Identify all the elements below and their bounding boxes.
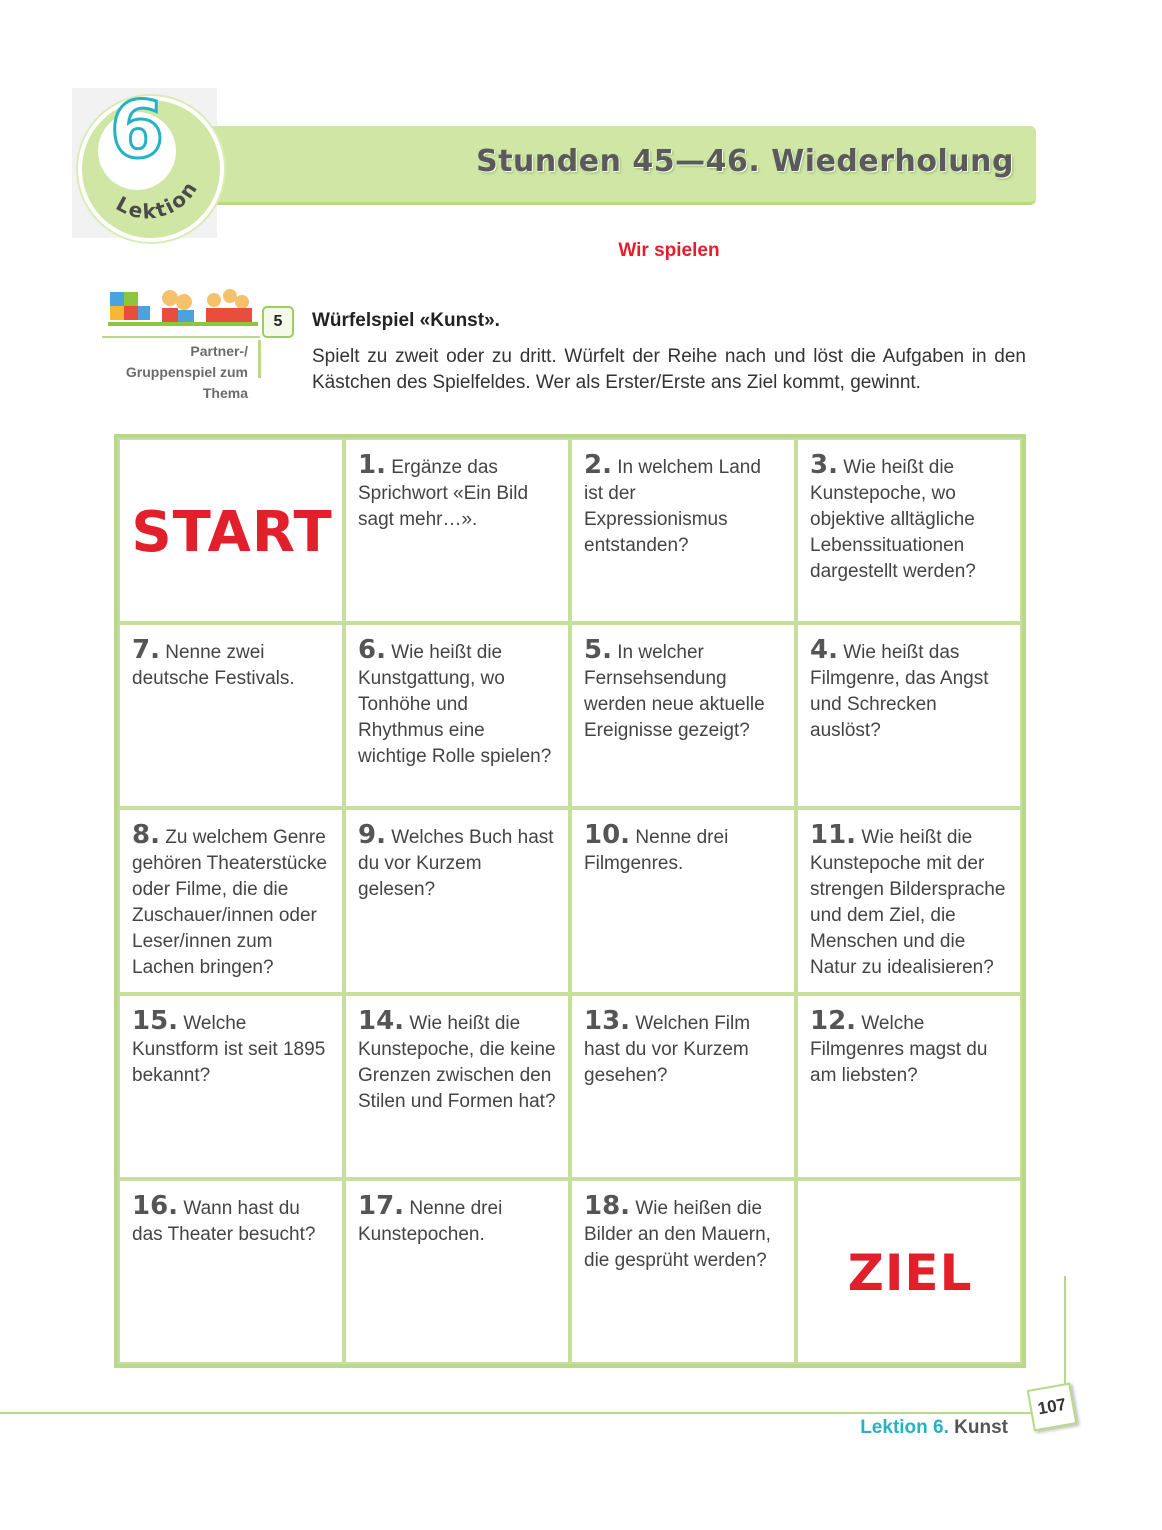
field-number: 15.: [132, 1005, 179, 1036]
lesson-label-arc: [78, 96, 224, 242]
board-field-12: [796, 994, 1022, 1179]
board-field-16: [118, 1179, 344, 1364]
board-field-9: [344, 808, 570, 993]
activity-type-line: Partner-/: [190, 343, 248, 359]
field-number: 5.: [584, 635, 612, 666]
group-activity-icon: [108, 284, 258, 328]
field-number: 3.: [810, 450, 838, 480]
field-number: 18.: [584, 1190, 631, 1221]
footer-running-title: [860, 1417, 1008, 1439]
field-question: Nenne drei Filmgenres.: [584, 827, 729, 875]
field-question: Welche Kunstform ist seit 1895 bekannt?: [132, 1012, 326, 1086]
field-question: Wie heißen die Bilder an den Mauern, die gesprüht werden?: [584, 1197, 771, 1271]
board-field-7: [118, 623, 344, 808]
footer-rule: [0, 1412, 1060, 1414]
field-question: Wie heißt die Kunstgattung, wo Tonhöhe und Rhythmus eine wichtige Rolle spielen?: [358, 642, 552, 768]
board-field-13: [570, 994, 796, 1179]
start-label: START: [131, 499, 333, 565]
board-field-18: [570, 1179, 796, 1364]
field-question: Wie heißt die Kunstepoche, wo objektive alltägliche Lebenssituationen dargestellt werden?: [810, 457, 976, 582]
field-number: 2.: [584, 450, 612, 480]
field-question: Zu welchem Genre gehören Theaterstücke oder Filme, die die Zuschauer/innen oder Leser/innen zum Lachen bringen?: [132, 827, 328, 979]
activity-type-line: Thema: [202, 385, 248, 401]
board-field-4: [796, 623, 1022, 808]
board-field-14: [344, 994, 570, 1179]
field-question: Wie heißt das Filmgenre, das Angst und Schrecken auslöst?: [810, 642, 989, 742]
goal-label: ZIEL: [847, 1244, 973, 1303]
footer-lesson: Lektion 6.: [860, 1417, 949, 1438]
board-field-1: [344, 438, 570, 623]
field-number: 14.: [358, 1005, 405, 1036]
field-number: 13.: [584, 1005, 631, 1036]
field-question: Nenne zwei deutsche Festivals.: [132, 642, 295, 690]
field-number: 17.: [358, 1190, 405, 1221]
board-field-6: [344, 623, 570, 808]
field-question: Welchen Film hast du vor Kurzem gesehen?: [584, 1012, 751, 1086]
field-question: Welche Filmgenres magst du am liebsten?: [810, 1012, 988, 1086]
field-number: 10.: [584, 820, 631, 851]
field-number: 16.: [132, 1190, 179, 1221]
board-field-17: [344, 1179, 570, 1364]
activity-type-line: Gruppenspiel zum: [125, 364, 248, 380]
exercise-title: Würfelspiel «Kunst».: [312, 310, 500, 331]
side-label-divider: [102, 336, 260, 338]
board-field-3: [796, 438, 1022, 623]
activity-type-label: [100, 341, 248, 404]
board-field-15: [118, 994, 344, 1179]
field-number: 1.: [358, 450, 386, 480]
page-title: Stunden 45—46. Wiederholung: [476, 144, 1014, 179]
field-number: 6.: [358, 635, 386, 666]
lesson-label: Lektion: [112, 175, 203, 224]
field-question: Ergänze das Sprichwort «Ein Bild sagt mehr…».: [358, 457, 529, 530]
field-number: 11.: [810, 820, 857, 851]
board-field-11: [796, 808, 1022, 993]
board-field-2: [570, 438, 796, 623]
field-question: Wie heißt die Kunstepoche, die keine Grenzen zwischen den Stilen und Formen hat?: [358, 1012, 556, 1112]
field-question: In welcher Fernsehsendung werden neue aktuelle Ereignisse gezeigt?: [584, 642, 765, 742]
svg-text:Lektion: [112, 176, 203, 224]
side-label-bar: [258, 340, 261, 378]
game-board: [114, 434, 1026, 1368]
page-number: 107: [1027, 1382, 1078, 1431]
field-question: Wie heißt die Kunstepoche mit der strengen Bildersprache und dem Ziel, die Menschen und die Natur zu idealisieren?: [810, 827, 1006, 979]
field-number: 4.: [810, 635, 838, 666]
board-goal-field: [796, 1179, 1022, 1364]
exercise-number: 5: [262, 306, 294, 338]
field-question: Wann hast du das Theater besucht?: [132, 1197, 316, 1245]
board-start-field: [118, 438, 344, 623]
field-question: Welches Buch hast du vor Kurzem gelesen?: [358, 827, 554, 901]
field-number: 7.: [132, 635, 160, 666]
title-bar: [186, 126, 1036, 205]
lesson-number: 6: [109, 86, 165, 176]
footer-topic: Kunst: [954, 1417, 1008, 1438]
exercise-instructions: Spielt zu zweit oder zu dritt. Würfelt der Reihe nach und löst die Aufgaben in den Kästchen des Spielfeldes. Wer als Erster/Erste ans Ziel kommt, gewinnt.: [312, 346, 1026, 393]
board-field-10: [570, 808, 796, 993]
field-question: In welchem Land ist der Expressionismus entstanden?: [584, 457, 761, 556]
board-field-5: [570, 623, 796, 808]
field-number: 8.: [132, 820, 160, 851]
section-subtitle: Wir spielen: [618, 240, 720, 261]
field-number: 9.: [358, 820, 386, 851]
field-question: Nenne drei Kunstepochen.: [358, 1197, 503, 1245]
field-number: 12.: [810, 1005, 857, 1036]
board-field-8: [118, 808, 344, 993]
